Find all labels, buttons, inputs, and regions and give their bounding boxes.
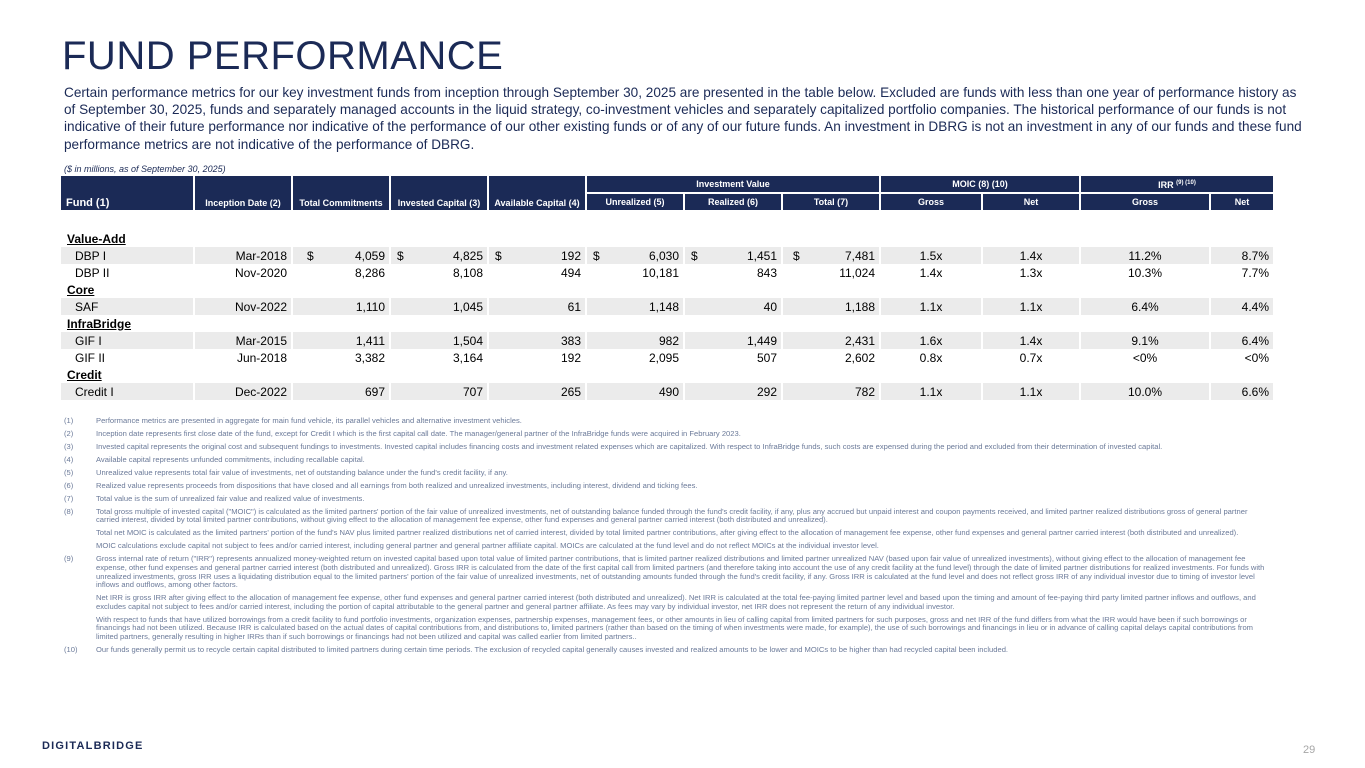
header-unrealized: Unrealized (5)	[587, 192, 683, 210]
footnote-text: Unrealized value represents total fair value of investments, net of outstanding balance under the fund's credit facility, if any.	[96, 467, 508, 477]
cell-invested: 8,108	[452, 265, 483, 280]
cell-available: 192	[560, 350, 581, 365]
group-label-core: Core	[67, 282, 95, 297]
footnote-text: Invested capital represents the original cost and subsequent fundings to investments. Invested capital includes financing costs and investment related expenses which are capitalized. With respect to InfraBridge funds, such costs are expensed during the period and excluded from their determination of invested capital.	[96, 441, 1163, 451]
footnote-text: Our funds generally permit us to recycle certain capital distributed to limited partners during certain time periods. The exclusion of recycled capital generally causes invested and realized amounts to be lower and MOICs to be higher than had recycled capital been included.	[96, 644, 1009, 654]
cell-moic-net: 1.4x	[983, 332, 1079, 349]
cell-inception-date: Dec-2022	[195, 383, 291, 400]
header-available-capital: Available Capital (4)	[489, 176, 585, 210]
dollar-sign: $	[793, 248, 800, 263]
cell-fund: SAF	[61, 298, 193, 315]
table-row	[61, 264, 1273, 281]
cell-irr-net: 4.4%	[1211, 298, 1273, 315]
footnote	[64, 430, 1270, 439]
footnotes	[64, 417, 1270, 659]
cell-invested: 707	[391, 383, 487, 400]
cell-inception-date: Nov-2020	[234, 265, 287, 280]
footnote-number: (1)	[64, 416, 74, 425]
cell-value: 192	[560, 248, 581, 263]
cell-unrealized: 1,148	[587, 298, 683, 315]
cell-total	[783, 247, 879, 264]
header-total-commitments: Total Commitments	[293, 176, 389, 210]
cell-invested: 3,164	[452, 350, 483, 365]
units-note: ($ in millions, as of September 30, 2025)	[64, 164, 226, 174]
cell-irr-gross: 6.4%	[1081, 298, 1209, 315]
footnote-number	[64, 542, 96, 551]
cell-fund: DBP I	[61, 247, 193, 264]
cell-inception-date: Jun-2018	[236, 350, 287, 365]
cell-moic-gross: 1.5x	[881, 247, 981, 264]
footnote-text: Inception date represents first close date of the fund, except for Credit I which is the first capital call date. The manager/general partner of the InfraBridge funds were acquired in February 2023.	[96, 428, 741, 438]
footnote	[64, 495, 1270, 504]
dollar-sign: $	[691, 248, 698, 263]
table-row	[61, 247, 1273, 264]
cell-moic-net: 0.7x	[1019, 350, 1043, 365]
cell-total: 2,602	[844, 350, 875, 365]
cell-value: 1,451	[746, 248, 777, 263]
header-irr-footnote: (9) (10)	[1176, 180, 1196, 186]
dollar-sign: $	[307, 248, 314, 263]
footnote-text: Gross internal rate of return ("IRR") represents annualized money-weighted return on invested capital based upon total value of limited partner contributions, that is limited partner realized distributions and limited partner unrealized NAV (based upon fair value of unrealized investments), without giving effect to the allocation of management fee expense, other fund expenses and general partner carried interest (both distributed and unrealized). Gross IRR is calculated from the date of the first capital call from limited partners (and therefore taking into account the use of any credit facility at the fund level) through the date of limited partner distributions for realized investments. For funds with unrealized investments, gross IRR uses a liquidating distribution equal to the limited partners' portion of the fair value of unrealized investments, net of outstanding amounts funded through the fund's credit facility, if any. Gross IRR is calculated at the fund level and does not reflect gross IRR of any individual investor due to timing of investor level inflows and outflows, among other factors.	[96, 554, 1265, 590]
cell-unrealized: 2,095	[648, 350, 679, 365]
dollar-sign: $	[593, 248, 600, 263]
cell-value: 4,059	[354, 248, 385, 263]
footnote	[64, 482, 1270, 491]
cell-commitments: 1,411	[293, 332, 389, 349]
footnote-text: MOIC calculations exclude capital not subject to fees and/or carried interest, including general partner and general partner affiliate capital. MOICs are calculated at the fund level and do not reflect MOICs at the individual investor level.	[96, 541, 879, 551]
header-total: Total (7)	[783, 192, 879, 210]
cell-inception-date: Nov-2022	[195, 298, 291, 315]
group-label-infrabridge: InfraBridge	[67, 316, 132, 331]
footnote-number: (3)	[64, 441, 74, 451]
cell-moic-net: 1.3x	[1019, 265, 1043, 280]
cell-irr-gross: 10.3%	[1127, 265, 1163, 280]
footnote-text: Net IRR is gross IRR after giving effect to the allocation of management fee expense, other fund expenses and general partner carried interest (both distributed and unrealized). Net IRR is calculated at the total fee-paying limited partner level and based upon the timing and amount of fee-paying third party limited partner inflows and outflows, and excludes capital not subject to fees and/or carried interest, including the portion of capital attributable to the general partner and general partner affiliate. As fees may vary by individual investor, net IRR does not represent the return of any individual investor.	[96, 593, 1256, 611]
footnote-number	[64, 529, 96, 538]
cell-value: 4,825	[452, 248, 483, 263]
footnote-number	[64, 594, 96, 611]
cell-realized: 843	[756, 265, 777, 280]
page-title: FUND PERFORMANCE	[62, 34, 504, 78]
cell-irr-gross: 9.1%	[1081, 332, 1209, 349]
cell-unrealized	[587, 247, 683, 264]
cell-fund: GIF II	[75, 350, 105, 365]
footnote	[64, 417, 1270, 426]
header-irr	[1081, 176, 1273, 192]
dollar-sign: $	[495, 248, 502, 263]
cell-fund: DBP II	[75, 265, 110, 280]
cell-value: 7,481	[844, 248, 875, 263]
footnote	[64, 456, 1270, 465]
cell-available: 265	[489, 383, 585, 400]
table-row	[61, 349, 1273, 366]
header-irr-gross: Gross	[1081, 192, 1209, 210]
header-fund: Fund (1)	[61, 176, 193, 210]
header-realized: Realized (6)	[685, 192, 781, 210]
footnote-number: (7)	[64, 493, 74, 503]
cell-commitments	[293, 247, 389, 264]
cell-available: 494	[560, 265, 581, 280]
footnote	[64, 616, 1270, 642]
cell-invested: 1,504	[391, 332, 487, 349]
cell-irr-net: 6.6%	[1211, 383, 1273, 400]
footnote-number: (10)	[64, 644, 78, 654]
table-spacer	[61, 210, 1273, 230]
page-number: 29	[1303, 744, 1316, 756]
cell-unrealized: 490	[587, 383, 683, 400]
header-moic-gross: Gross	[881, 192, 981, 210]
cell-commitments: 697	[293, 383, 389, 400]
footnote-number: (4)	[64, 454, 74, 464]
cell-moic-gross: 1.4x	[919, 265, 943, 280]
cell-realized: 292	[685, 383, 781, 400]
footnote-text: Total value is the sum of unrealized fair value and realized value of investments.	[96, 493, 365, 503]
footnote-text: Realized value represents proceeds from dispositions that have closed and all earnings from both realized and unrealized investments, including interest, dividend and ticking fees.	[96, 480, 698, 490]
footnote	[64, 542, 1270, 551]
cell-irr-net: 6.4%	[1211, 332, 1273, 349]
cell-irr-gross: <0%	[1132, 350, 1158, 365]
cell-unrealized: 982	[587, 332, 683, 349]
cell-moic-gross: 0.8x	[919, 350, 943, 365]
footnote-text: Performance metrics are presented in aggregate for main fund vehicle, its parallel vehicles and alternative investment vehicles.	[96, 416, 522, 425]
fund-performance-table	[59, 176, 1275, 400]
cell-fund: Credit I	[61, 383, 193, 400]
footnote	[64, 594, 1270, 611]
cell-invested: 1,045	[391, 298, 487, 315]
cell-moic-net: 1.1x	[983, 383, 1079, 400]
cell-irr-gross: 11.2%	[1081, 247, 1209, 264]
cell-realized	[685, 247, 781, 264]
cell-irr-gross: 10.0%	[1081, 383, 1209, 400]
cell-available: 61	[489, 298, 585, 315]
footnote	[64, 469, 1270, 478]
cell-commitments: 1,110	[293, 298, 389, 315]
footnote-text: With respect to funds that have utilized borrowings from a credit facility to fund portfolio investments, organization expenses, partnership expenses, management fees, or other amounts in lieu of calling capital from limited partners for such purposes, gross and net IRR of the fund differs from what the IRR would have been if such borrowings or financings had not been utilized. Because IRR is calculated based on the actual dates of capital contributions from, and distributions to, limited partners (rather than based on the timing of when investments were made, for example), the use of such borrowings and financings in lieu or in advance of calling capital delays capital contributions from limited partners, generally resulting in higher IRRs than if such borrowings or financings had not been utilized and capital was called earlier from limited partners..	[96, 614, 1254, 641]
footnote-number: (5)	[64, 467, 74, 477]
cell-realized: 507	[756, 350, 777, 365]
cell-total: 11,024	[839, 265, 875, 280]
cell-inception-date: Mar-2015	[195, 332, 291, 349]
footnote	[64, 529, 1270, 538]
footnote-number: (9)	[64, 554, 74, 564]
footnote-number: (8)	[64, 506, 74, 516]
table-row	[61, 332, 1273, 349]
footnote-number: (2)	[64, 428, 74, 438]
header-invested-capital: Invested Capital (3)	[391, 176, 487, 210]
intro-paragraph: Certain performance metrics for our key investment funds from inception through September 30, 2025 are presented in the table below. Excluded are funds with less than one year of performance history as of September 30, 2025, funds and separately managed accounts in the liquid strategy, co-investment vehicles and separately capitalized portfolio companies. The historical performance of our funds is not indicative of their future performance nor indicative of the performance of our other existing funds or of any of our future funds. An investment in DBRG is not an investment in any of our funds and these fund performance metrics are not indicative of the performance of DBRG.	[64, 85, 1302, 152]
table-row	[61, 298, 1273, 315]
cell-total: 1,188	[783, 298, 879, 315]
digitalbridge-logo: DIGITALBRIDGE	[42, 740, 144, 752]
group-label-value-add: Value-Add	[67, 231, 126, 246]
cell-total: 782	[783, 383, 879, 400]
cell-moic-gross: 1.1x	[881, 298, 981, 315]
footnote	[64, 508, 1270, 525]
cell-unrealized: 10,181	[642, 265, 679, 280]
cell-irr-net: 7.7%	[1241, 265, 1269, 280]
cell-irr-net: 8.7%	[1211, 247, 1273, 264]
cell-invested	[391, 247, 487, 264]
cell-irr-net: <0%	[1244, 350, 1269, 365]
footnote	[64, 443, 1270, 452]
cell-commitments: 3,382	[354, 350, 385, 365]
cell-moic-gross: 1.1x	[881, 383, 981, 400]
footnote	[64, 555, 1270, 589]
cell-moic-net: 1.1x	[983, 298, 1079, 315]
cell-available	[489, 247, 585, 264]
header-moic: MOIC (8) (10)	[881, 176, 1079, 192]
header-moic-net: Net	[983, 192, 1079, 210]
cell-value: 6,030	[648, 248, 679, 263]
cell-fund: GIF I	[61, 332, 193, 349]
cell-inception-date: Mar-2018	[195, 247, 291, 264]
header-investment-value: Investment Value	[587, 176, 879, 192]
cell-realized: 40	[685, 298, 781, 315]
footnote-text: Total gross multiple of invested capital ("MOIC") is calculated as the limited partners' portion of the fair value of unrealized investments, net of outstanding balance funded through the fund's credit facility, if any, plus any accrued but unpaid interest and coupon payments received, and limited partner realized distributions gross of general partner carried interest, divided by total limited partner contributions, without giving effect to the allocation of management fee expense, other fund expenses and general partner carried interest (both distributed and unrealized).	[96, 506, 1248, 525]
cell-moic-net: 1.4x	[983, 247, 1079, 264]
table-row	[61, 383, 1273, 400]
footnote-text: Available capital represents unfunded commitments, including recallable capital.	[96, 454, 365, 464]
group-label-credit: Credit	[67, 367, 102, 382]
cell-available: 383	[489, 332, 585, 349]
footnote	[64, 646, 1270, 655]
cell-realized: 1,449	[685, 332, 781, 349]
footnote-number	[64, 616, 96, 642]
cell-total: 2,431	[783, 332, 879, 349]
footnote-number: (6)	[64, 480, 74, 490]
header-inception-date: Inception Date (2)	[195, 176, 291, 210]
cell-commitments: 8,286	[354, 265, 385, 280]
footnote-text: Total net MOIC is calculated as the limited partners' portion of the fund's NAV plus limited partner realized distributions net of carried interest, divided by total limited partner contributions, after giving effect to the allocation of management fee expense, other fund expenses and general partner carried interest (both distributed and unrealized).	[96, 528, 1239, 538]
header-irr-net: Net	[1211, 192, 1273, 210]
dollar-sign: $	[397, 248, 404, 263]
header-irr-label: IRR	[1158, 180, 1174, 190]
cell-moic-gross: 1.6x	[881, 332, 981, 349]
